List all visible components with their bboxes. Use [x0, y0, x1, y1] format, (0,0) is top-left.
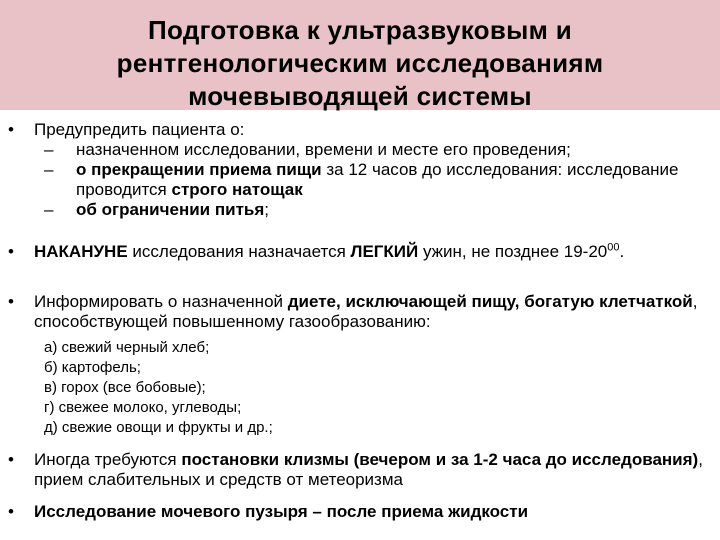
dash-icon: –	[44, 140, 54, 159]
title-line: мочевыводящей системы	[188, 81, 532, 111]
dash-icon: –	[44, 160, 54, 179]
bullet-icon: •	[8, 450, 14, 469]
list-item: д) свежие овощи и фрукты и др.;	[44, 419, 273, 436]
bullet-icon: •	[8, 292, 14, 311]
list-item: а) свежий черный хлеб;	[44, 339, 210, 356]
bullet-text: ужин, не позднее 19-20	[418, 242, 608, 261]
sub-item-text: ;	[264, 200, 269, 219]
superscript: 00	[607, 241, 620, 254]
bullet-icon: •	[8, 242, 14, 261]
emphasis: Исследование мочевого пузыря – после приема жидкости	[34, 502, 529, 521]
emphasis: об ограничении питья	[76, 200, 265, 219]
list-item: г) свежее молоко, углеводы;	[44, 399, 242, 416]
sub-item	[34, 140, 709, 160]
sub-item-text: назначенном исследовании, времени и месте его проведения;	[76, 140, 571, 159]
bullet-icon: •	[8, 120, 14, 139]
bullet-text: .	[619, 242, 625, 261]
bullet-text: , прием слабительных и средств от метеоризма	[34, 450, 703, 489]
emphasis: постановки клизмы (вечером и за 1-2 часа до исследования)	[181, 450, 699, 469]
page-title	[20, 14, 700, 113]
sub-item-text: за 12 часов до исследования: исследование проводится	[76, 160, 679, 199]
bullet-text: Информировать о назначенной	[34, 292, 288, 311]
sub-item	[34, 200, 709, 220]
bullet-text: , способствующей повышенному газообразованию:	[34, 292, 698, 331]
emphasis: ЛЕГКИЙ	[350, 242, 419, 261]
dash-icon: –	[44, 200, 54, 219]
sub-item	[34, 160, 709, 200]
title-line: Подготовка к ультразвуковым и	[148, 15, 572, 45]
bullet-icon: •	[8, 502, 14, 521]
bullet-text: исследования назначается	[127, 242, 351, 261]
emphasis: диете, исключающей пищу, богатую клетчаткой	[287, 292, 693, 311]
list-item: в) горох (все бобовые);	[44, 379, 206, 396]
bullet-text: Предупредить пациента о:	[34, 120, 245, 139]
emphasis: о прекращении приема пищи	[76, 160, 322, 179]
emphasis: НАКАНУНЕ	[34, 242, 128, 261]
food-list	[34, 338, 709, 438]
title-line: рентгенологическим исследованиям	[116, 48, 604, 78]
bullet-text: Иногда требуются	[34, 450, 182, 469]
emphasis: строго натощак	[171, 180, 303, 199]
list-item: б) картофель;	[44, 359, 141, 376]
